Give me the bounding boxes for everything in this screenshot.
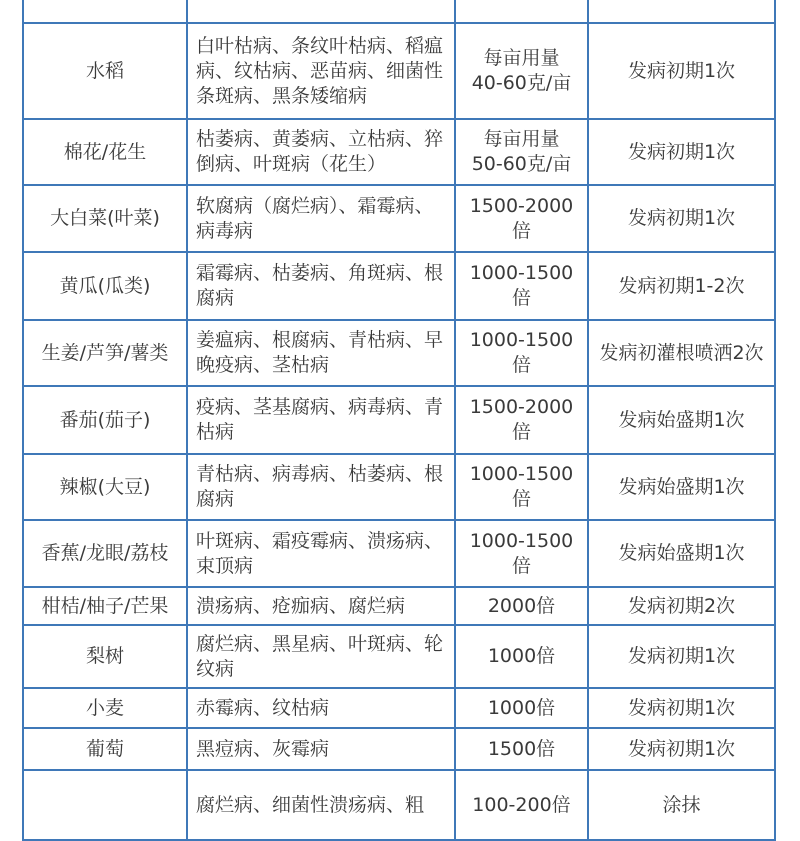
crop-cell: 棉花/花生	[23, 119, 187, 185]
dose-cell: 1000-1500倍	[455, 454, 588, 520]
timing-cell: 发病初灌根喷洒2次	[588, 320, 775, 386]
disease-cell: 黑痘病、灰霉病	[187, 728, 455, 770]
crop-cell: 番茄(茄子)	[23, 386, 187, 454]
disease-cell: 疫病、茎基腐病、病毒病、青枯病	[187, 386, 455, 454]
timing-cell: 发病始盛期1次	[588, 454, 775, 520]
dose-line: 每亩用量	[483, 47, 560, 69]
dose-cell	[455, 23, 588, 119]
crop-cell: 黄瓜(瓜类)	[23, 252, 187, 320]
table-row	[23, 770, 775, 840]
timing-cell: 发病初期1次	[588, 119, 775, 185]
timing-cell: 发病初期1次	[588, 728, 775, 770]
disease-cell: 霜霉病、枯萎病、角斑病、根腐病	[187, 252, 455, 320]
crop-cell: 梨树	[23, 625, 187, 688]
disease-cell: 腐烂病、细菌性溃疡病、粗	[187, 770, 455, 840]
timing-cell: 发病始盛期1次	[588, 386, 775, 454]
crop-cell: 辣椒(大豆)	[23, 454, 187, 520]
disease-cell: 青枯病、病毒病、枯萎病、根腐病	[187, 454, 455, 520]
timing-cell: 发病初期1次	[588, 688, 775, 728]
dose-cell: 1000倍	[455, 688, 588, 728]
crop-cell: 香蕉/龙眼/荔枝	[23, 520, 187, 587]
dose-cell: 1500倍	[455, 728, 588, 770]
table-row	[23, 119, 775, 185]
table-row	[23, 728, 775, 770]
table-row	[23, 587, 775, 625]
dose-cell: 100-200倍	[455, 770, 588, 840]
disease-cell: 溃疡病、疮痂病、腐烂病	[187, 587, 455, 625]
dose-cell: 1000倍	[455, 625, 588, 688]
timing-cell: 发病初期1次	[588, 23, 775, 119]
dose-cell: 1000-1500倍	[455, 520, 588, 587]
dose-cell: 1000-1500倍	[455, 320, 588, 386]
dose-cell	[455, 119, 588, 185]
table-row	[23, 625, 775, 688]
table-row	[23, 688, 775, 728]
disease-cell: 枯萎病、黄萎病、立枯病、猝倒病、叶斑病（花生）	[187, 119, 455, 185]
header-cell	[455, 0, 588, 23]
dose-cell: 1500-2000倍	[455, 386, 588, 454]
dose-cell: 1500-2000倍	[455, 185, 588, 252]
dose-cell: 2000倍	[455, 587, 588, 625]
table-row	[23, 23, 775, 119]
crop-cell	[23, 770, 187, 840]
timing-cell: 发病初期1次	[588, 185, 775, 252]
table-row	[23, 520, 775, 587]
disease-cell: 叶斑病、霜疫霉病、溃疡病、束顶病	[187, 520, 455, 587]
table-header-row	[23, 0, 775, 23]
disease-cell: 姜瘟病、根腐病、青枯病、早晚疫病、茎枯病	[187, 320, 455, 386]
disease-cell: 赤霉病、纹枯病	[187, 688, 455, 728]
table-row	[23, 386, 775, 454]
table-row	[23, 185, 775, 252]
crop-cell: 水稻	[23, 23, 187, 119]
timing-cell: 涂抹	[588, 770, 775, 840]
disease-cell: 白叶枯病、条纹叶枯病、稻瘟病、纹枯病、恶苗病、细菌性条斑病、黑条矮缩病	[187, 23, 455, 119]
dose-line: 40-60克/亩	[471, 72, 572, 94]
dose-line: 每亩用量	[483, 128, 560, 150]
table-row	[23, 454, 775, 520]
crop-cell: 小麦	[23, 688, 187, 728]
dose-line: 50-60克/亩	[471, 153, 572, 175]
disease-cell: 腐烂病、黑星病、叶斑病、轮纹病	[187, 625, 455, 688]
header-cell	[588, 0, 775, 23]
crop-cell: 生姜/芦笋/薯类	[23, 320, 187, 386]
crop-cell: 葡萄	[23, 728, 187, 770]
timing-cell: 发病初期1-2次	[588, 252, 775, 320]
header-cell	[23, 0, 187, 23]
timing-cell: 发病初期2次	[588, 587, 775, 625]
dose-cell: 1000-1500倍	[455, 252, 588, 320]
timing-cell: 发病始盛期1次	[588, 520, 775, 587]
crop-cell: 大白菜(叶菜)	[23, 185, 187, 252]
table-row	[23, 252, 775, 320]
crop-usage-table	[22, 0, 776, 841]
crop-cell: 柑桔/柚子/芒果	[23, 587, 187, 625]
disease-cell: 软腐病（腐烂病）、霜霉病、病毒病	[187, 185, 455, 252]
table-row	[23, 320, 775, 386]
header-cell	[187, 0, 455, 23]
timing-cell: 发病初期1次	[588, 625, 775, 688]
